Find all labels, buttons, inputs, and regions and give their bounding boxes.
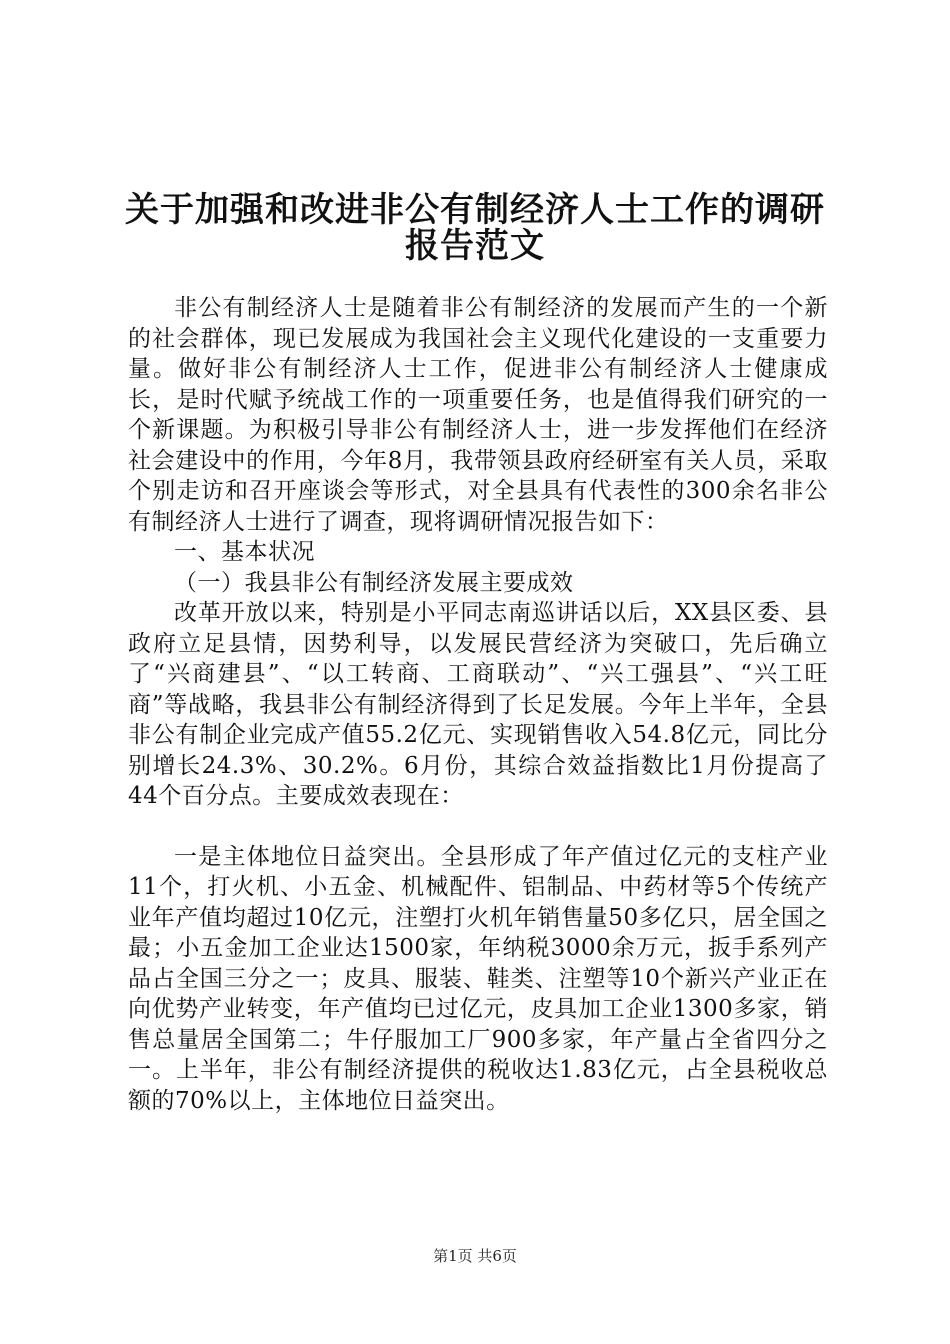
achievements-paragraph: 改革开放以来，特别是小平同志南巡讲话以后，XX县区委、县政府立足县情，因势利导，以发展民营经济为突破口，先后确立了“兴商建县”、“以工转商、工商联动”、“兴工强县”、“兴工旺商”等战略，我县非公有制经济得到了长足发展。今年上半年，全县非公有制企业完成产值55.2亿元、实现销售收入54.8亿元，同比分别增长24.3%、30.2%。6月份，其综合效益指数比1月份提高了44个百分点。主要成效表现在： <box>128 600 828 809</box>
subsection-heading: （一）我县非公有制经济发展主要成效 <box>174 569 574 596</box>
paragraph-spacer <box>128 812 828 842</box>
document-body <box>128 293 828 1116</box>
document-title-line-2: 报告范文 <box>405 226 545 266</box>
intro-paragraph: 非公有制经济人士是随着非公有制经济的发展而产生的一个新的社会群体，现已发展成为我国社会主义现代化建设的一支重要力量。做好非公有制经济人士工作，促进非公有制经济人士健康成长，是时代赋予统战工作的一项重要任务，也是值得我们研究的一个新课题。为积极引导非公有制经济人士，进一步发挥他们在经济社会建设中的作用，今年8月，我带领县政府经研室有关人员，采取个别走访和召开座谈会等形式，对全县具有代表性的300余名非公有制经济人士进行了调查，现将调研情况报告如下： <box>128 295 828 535</box>
document-title-line-1: 关于加强和改进非公有制经济人士工作的调研 <box>125 190 825 230</box>
point-one-paragraph: 一是主体地位日益突出。全县形成了年产值过亿元的支柱产业11个，打火机、小五金、机械配件、铝制品、中药材等5个传统产业年产值均超过10亿元，注塑打火机年销售量50多亿只，居全国之最；小五金加工企业达1500家，年纳税3000余万元，扳手系列产品占全国三分之一；皮具、服装、鞋类、注塑等10个新兴产业正在向优势产业转变，年产值均已过亿元，皮具加工企业1300多家，销售总量居全国第二；牛仔服加工厂900多家，年产量占全省四分之一。上半年，非公有制经济提供的税收达1.83亿元，占全县税收总额的70%以上，主体地位日益突出。 <box>128 843 828 1114</box>
page-number-footer: 第1页 共6页 <box>433 1247 517 1265</box>
section-heading: 一、基本状况 <box>174 539 315 565</box>
